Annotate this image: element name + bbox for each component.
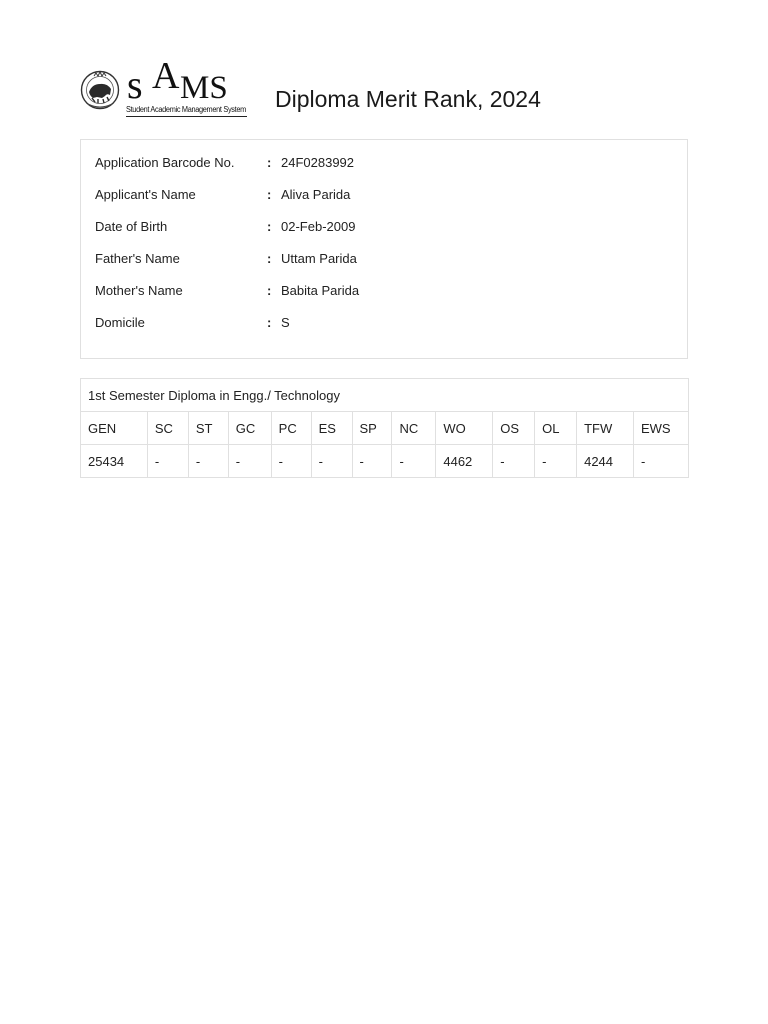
rank-value: - [535, 445, 577, 478]
category-header: ST [188, 412, 228, 445]
field-value: S [281, 315, 290, 330]
rank-value: - [493, 445, 535, 478]
field-value: Aliva Parida [281, 187, 351, 202]
sams-logo [125, 58, 250, 104]
rank-value: - [271, 445, 311, 478]
rank-value: - [228, 445, 271, 478]
logo-tagline: Student Academic Management System [126, 105, 246, 114]
field-colon: : [267, 187, 272, 202]
rank-value: - [147, 445, 188, 478]
page-title: Diploma Merit Rank, 2024 [275, 86, 541, 112]
field-label: Domicile [95, 315, 145, 330]
logo-underline [126, 116, 247, 117]
category-header-row [81, 412, 689, 445]
field-label: Date of Birth [95, 219, 168, 234]
category-header: PC [271, 412, 311, 445]
category-header: GEN [81, 412, 148, 445]
rank-value: 4244 [577, 445, 634, 478]
field-value: 24F0283992 [281, 155, 355, 170]
page-header [80, 60, 690, 122]
rank-value: - [392, 445, 436, 478]
category-header: SP [352, 412, 392, 445]
rank-value-row [81, 445, 689, 478]
merit-rank-table [80, 378, 689, 478]
field-colon: : [267, 155, 272, 170]
field-label: Mother's Name [95, 283, 183, 298]
rank-value: - [311, 445, 352, 478]
rank-value: 25434 [81, 445, 148, 478]
rank-value: - [633, 445, 688, 478]
rank-value: - [352, 445, 392, 478]
rank-value: - [188, 445, 228, 478]
category-header: OS [493, 412, 535, 445]
field-colon: : [267, 315, 272, 330]
field-value: Uttam Parida [281, 251, 357, 266]
logo-letter-s: s [127, 62, 143, 104]
category-header: EWS [633, 412, 688, 445]
category-header: SC [147, 412, 188, 445]
category-header: GC [228, 412, 271, 445]
category-header: NC [392, 412, 436, 445]
field-label: Applicant's Name [95, 187, 196, 202]
section-title: 1st Semester Diploma in Engg./ Technology [81, 379, 689, 412]
logo-letters-ms: MS [180, 70, 228, 104]
section-title-row [81, 379, 689, 412]
category-header: WO [436, 412, 493, 445]
field-colon: : [267, 283, 272, 298]
field-label: Application Barcode No. [95, 155, 235, 170]
category-header: TFW [577, 412, 634, 445]
logo-letter-a: A [152, 58, 180, 97]
field-label: Father's Name [95, 251, 180, 266]
field-value: Babita Parida [281, 283, 360, 298]
applicant-details-box [80, 139, 688, 359]
field-colon: : [267, 219, 272, 234]
category-header: OL [535, 412, 577, 445]
rank-value: 4462 [436, 445, 493, 478]
category-header: ES [311, 412, 352, 445]
field-colon: : [267, 251, 272, 266]
field-value: 02-Feb-2009 [281, 219, 356, 234]
odisha-emblem-icon [80, 68, 120, 112]
